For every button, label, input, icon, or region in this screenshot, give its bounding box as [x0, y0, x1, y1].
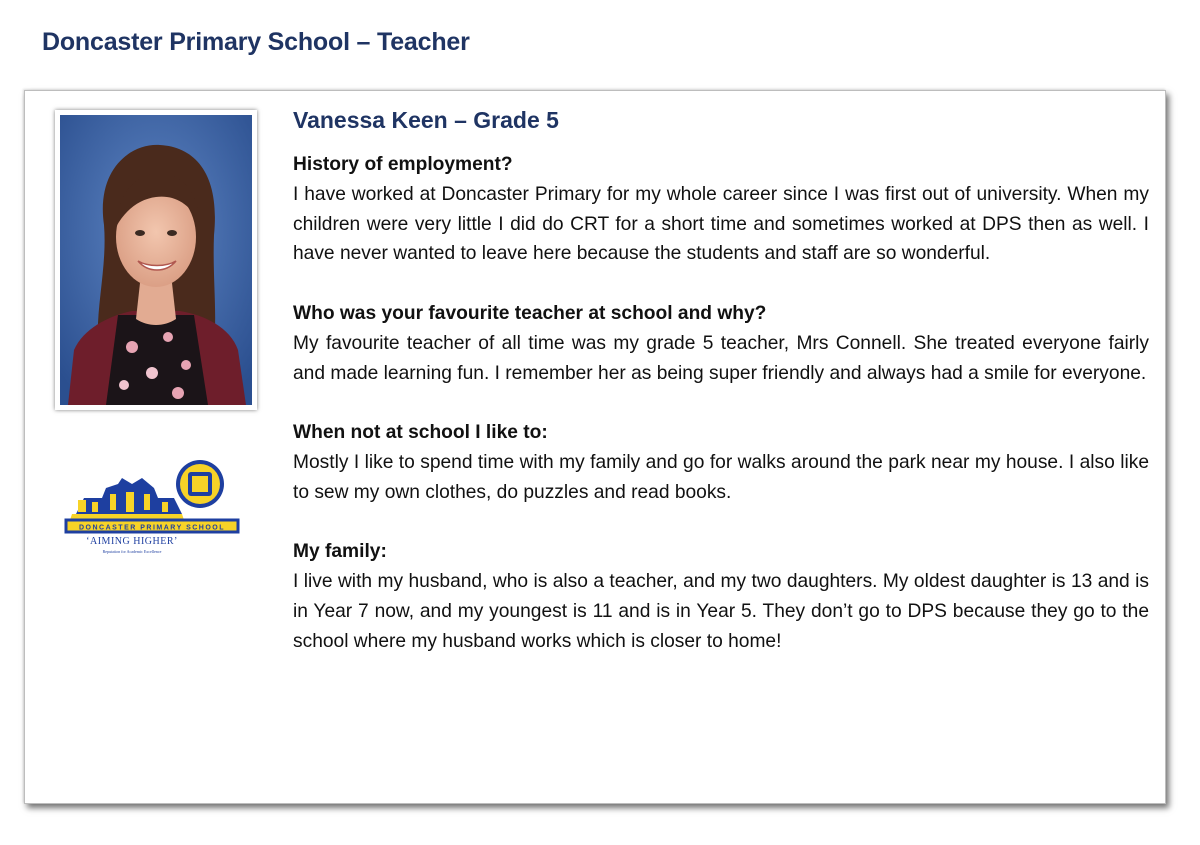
answer-employment: I have worked at Doncaster Primary for my whole career since I was first out of university. When my children were very little I did do CRT for a short time and sometimes worked at DPS then as well. I have never wanted to leave here because the students and staff are so wonderful.	[293, 183, 1149, 265]
question-employment: History of employment?	[293, 154, 513, 175]
teacher-name-heading: Vanessa Keen – Grade 5	[293, 107, 559, 133]
logo-tagline: Reputation for Academic Excellence	[102, 549, 162, 554]
question-family: My family:	[293, 541, 387, 563]
answer-favourite-teacher: My favourite teacher of all time was my grade 5 teacher, Mrs Connell. She treated everyone fairly and made learning fun. I remember her as being super friendly and always had a smile for everyone.	[293, 332, 1149, 384]
teacher-photo	[55, 110, 257, 410]
page-title: Doncaster Primary School – Teacher	[42, 28, 470, 56]
profile-content	[293, 104, 1149, 657]
portrait-image	[60, 115, 252, 405]
question-hobbies: When not at school I like to:	[293, 422, 548, 444]
logo-motto: ‘AIMING HIGHER’	[86, 536, 178, 547]
logo-banner-text: DONCASTER PRIMARY SCHOOL	[78, 524, 226, 532]
school-logo	[62, 458, 242, 562]
answer-family: I live with my husband, who is also a teacher, and my two daughters. My oldest daughter is 13 and is in Year 7 now, and my youngest is 11 and is in Year 5. They don’t go to DPS because they go to the school where my husband works which is closer to home!	[293, 571, 1149, 652]
question-favourite-teacher: Who was your favourite teacher at school and why?	[293, 302, 767, 324]
answer-hobbies: Mostly I like to spend time with my family and go for walks around the park near my house. I also like to sew my own clothes, do puzzles and read books.	[293, 451, 1149, 503]
